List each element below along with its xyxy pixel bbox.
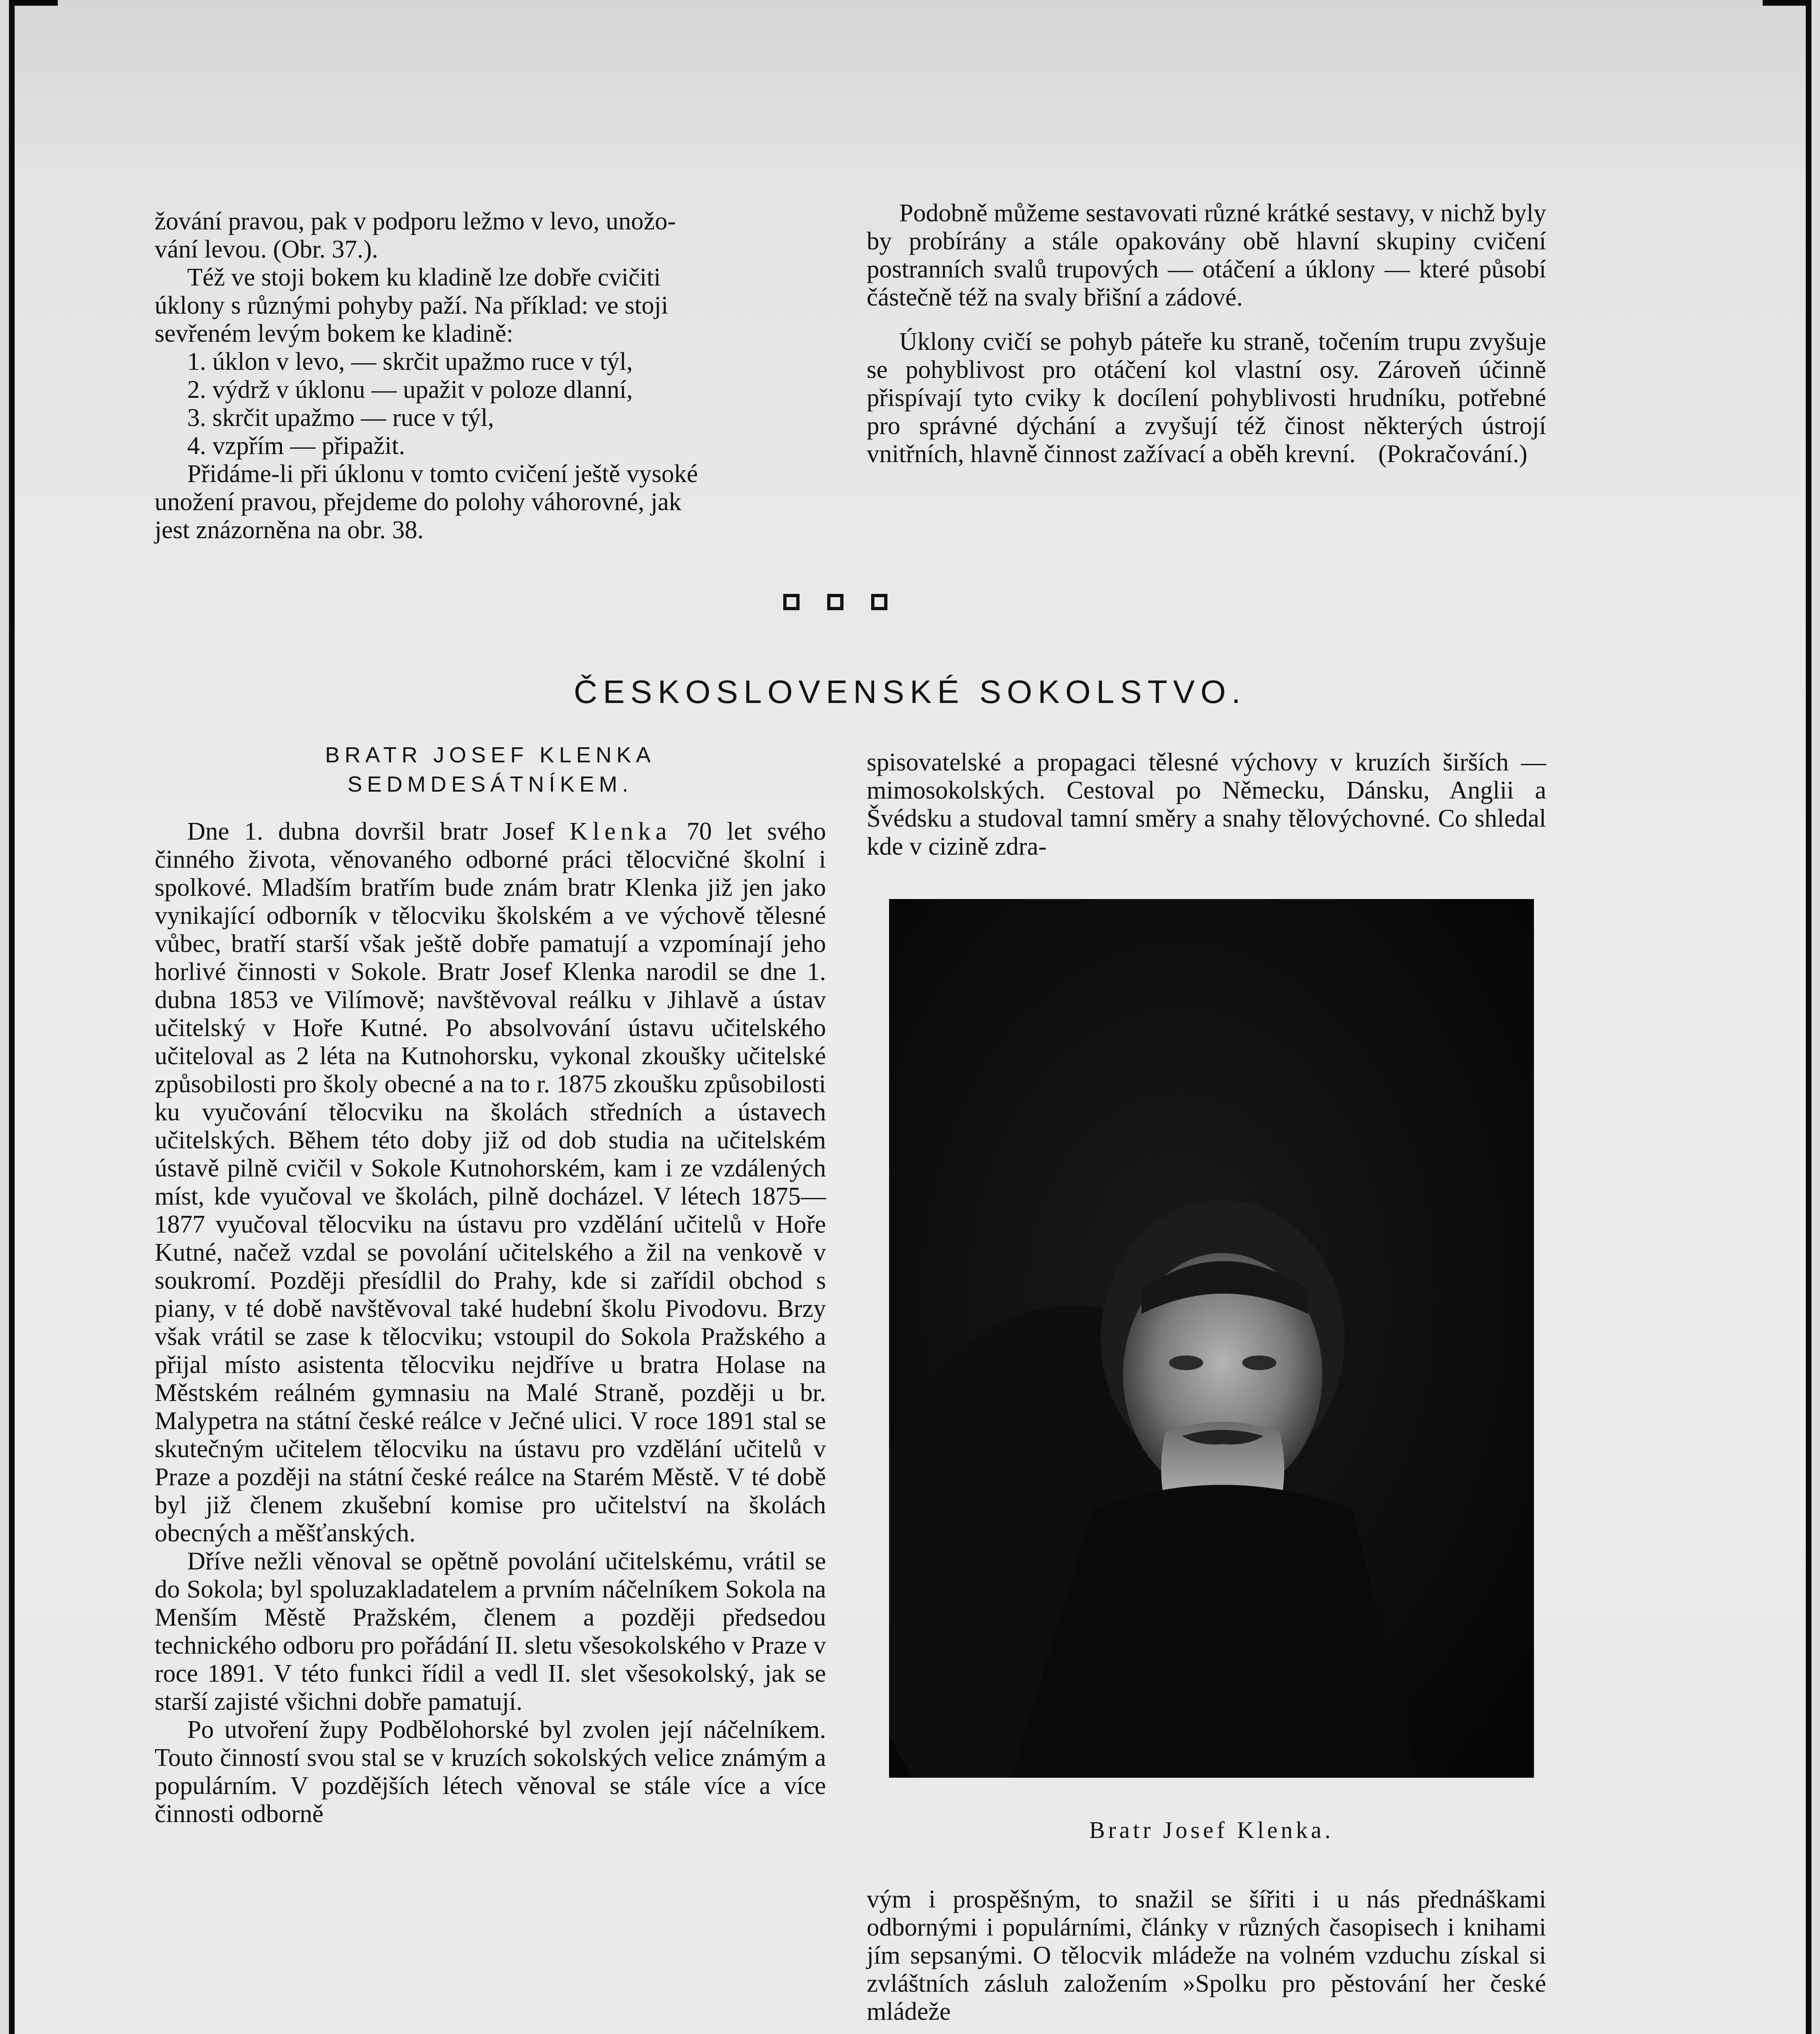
subhead-line: BRATR JOSEF KLENKA bbox=[325, 743, 656, 767]
list-item: 3. skrčit upažmo — ruce v týl, bbox=[187, 404, 494, 432]
text-line: Přidáme-li při úklonu v tomto cvičení ještě vysoké bbox=[187, 460, 698, 488]
article-subhead bbox=[155, 740, 826, 799]
paragraph bbox=[155, 818, 826, 1547]
paragraph: Dříve nežli věnoval se opětně povolání učitelskému, vrátil se do Sokola; byl spoluzakladatelem a prvním náčelníkem Sokola na Menším Městě Pražském, členem a později předsedou technického odboru pro pořádání II. sletu všesokolského v Praze v roce 1891. V této funkci řídil a vedl II. slet všesokolský, jak se starší zajisté všichni dobře pamatují. bbox=[155, 1547, 826, 1715]
text-line: unožení pravou, přejdeme do polohy váhorovné, jak bbox=[155, 488, 682, 516]
square-ornament bbox=[827, 594, 843, 610]
paragraph-text: Dne 1. dubna dovršil bratr Josef bbox=[187, 818, 570, 845]
article-right-column-top bbox=[867, 749, 1546, 861]
section-separator bbox=[783, 594, 887, 610]
text-line: sevřeném levým bokem ke kladině: bbox=[155, 320, 513, 347]
list-item: 2. výdrž v úklonu — upažit v poloze dlanní, bbox=[187, 376, 633, 404]
paragraph: vým i prospěšným, to snažil se šířiti i u nás přednáškami odbornými i populárními, články v různých časopisech i knihami jím sepsanými. O tělocvik mládeže na volném vzduchu získal si zvláštních zásluh založením »Spolku pro pěstování her české mládeže bbox=[867, 1886, 1546, 2025]
text-line: vání levou. (Obr. 37.). bbox=[155, 236, 378, 263]
article-left-column bbox=[155, 818, 826, 1828]
paragraph-text: Úklony cvičí se pohyb páteře ku straně, točením trupu zvyšuje se pohyblivost pro otáčení kol vlastní osy. Zároveň účinně přispívají tyto cviky k docílení pohyblivosti hrudníku, potřebné pro správné dýchání a zvyšují též činost některých ústrojí vnitřních, hlavně činnost zažívací a oběh krevní. bbox=[867, 328, 1546, 468]
top-right-column bbox=[867, 199, 1546, 468]
list-item: 1. úklon v levo, — skrčit upažmo ruce v týl, bbox=[187, 348, 633, 375]
top-left-column bbox=[155, 207, 826, 544]
section-title: ČESKOSLOVENSKÉ SOKOLSTVO. bbox=[574, 674, 1246, 710]
square-ornament bbox=[871, 594, 887, 610]
text-line: Též ve stoji bokem ku kladině lze dobře cvičiti bbox=[187, 264, 661, 291]
list-item: 4. vzpřím — připažit. bbox=[187, 432, 405, 460]
text-line: jest znázorněna na obr. 38. bbox=[155, 516, 424, 544]
continuation-note: (Pokračování.) bbox=[1378, 440, 1527, 468]
paragraph: Podobně můžeme sestavovati různé krátké sestavy, v nichž byly by probírány a stále opakovány obě hlavní skupiny cvičení postranních svalů trupových — otáčení a úklony — které působí částečně též na svaly břišní a zádové. bbox=[867, 199, 1546, 311]
paragraph-text: 70 let svého činného života, věnovaného odborné práci tělocvičné školní i spolkové. Mladším bratřím bude znám bratr Klenka již jen jako vynikající odborník v tělocviku školském a ve výchově tělesné vůbec, bratří starší však ještě dobře pamatují a vzpomínají jeho horlivé činnosti v Sokole. Bratr Josef Klenka narodil se dne 1. dubna 1853 ve Vilímově; navštěvoval reálku v Jihlavě a ústav učitelský v Hoře Kutné. Po absolvování ústavu učitelského učiteloval as 2 léta na Kutnohorsku, vykonal zkoušky učitelské způsobilosti pro školy obecné a na to r. 1875 zkoušku způsobilosti ku vyučování tělocviku na školách středních a ústavech učitelských. Během této doby již od dob studia na učitelském ústavě pilně cvičil v Sokole Kutnohorském, kam i ze vzdálených míst, kde vyučoval ve školách, pilně docházel. V létech 1875—1877 vyučoval tělocviku na ústavu pro vzdělání učitelů v Hoře Kutné, načež vzdal se povolání učitelského a žil na venkově v soukromí. Později přesídlil do Prahy, kde si zařídil obchod s piany, v té době navštěvoval také hudební školu Pivodovu. Brzy však vrátil se zase k tělocviku; vstoupil do Sokola Pražského a přijal místo asistenta tělocviku nejdříve u bratra Holase na Městském reálném gymnasiu na Malé Straně, později u br. Malypetra na státní české reálce v Ječné ulici. V roce 1891 stal se skutečným učitelem tělocviku na ústavu pro vzdělání učitelů v Praze a později na státní české reálce na Starém Městě. V té době byl již členem zkušební komise pro učitelství na školách obecných a měšťanských. bbox=[155, 818, 826, 1547]
spaced-name: Klenka bbox=[569, 818, 672, 845]
scan-border-corner bbox=[9, 0, 58, 6]
paragraph: Po utvoření župy Podbělohorské byl zvolen její náčelníkem. Touto činností svou stal se v kruzích sokolských velice známým a populárním. V pozdějších létech věnoval se stále více a více činnosti odborně bbox=[155, 1716, 826, 1828]
portrait-image bbox=[889, 899, 1534, 1778]
scan-border-corner bbox=[1763, 0, 1811, 6]
paragraph: spisovatelské a propagaci tělesné výchovy v kruzích širších — mimosokolských. Cestoval po Německu, Dánsku, Anglii a Švédsku a studoval tamní směry a snahy tělovýchovné. Co shledal kde v cizině zdra- bbox=[867, 749, 1546, 860]
square-ornament bbox=[783, 594, 800, 610]
portrait-photo bbox=[889, 899, 1534, 1778]
photo-caption: Bratr Josef Klenka. bbox=[1089, 1817, 1334, 1843]
subhead-line: SEDMDESÁTNÍKEM. bbox=[347, 772, 634, 797]
paragraph bbox=[867, 328, 1546, 468]
text-line: žování pravou, pak v podporu ležmo v levo, unožo- bbox=[155, 207, 676, 235]
text-line: úklony s různými pohyby paží. Na příklad: ve stoji bbox=[155, 292, 669, 319]
article-right-column-bottom bbox=[867, 1886, 1546, 2026]
